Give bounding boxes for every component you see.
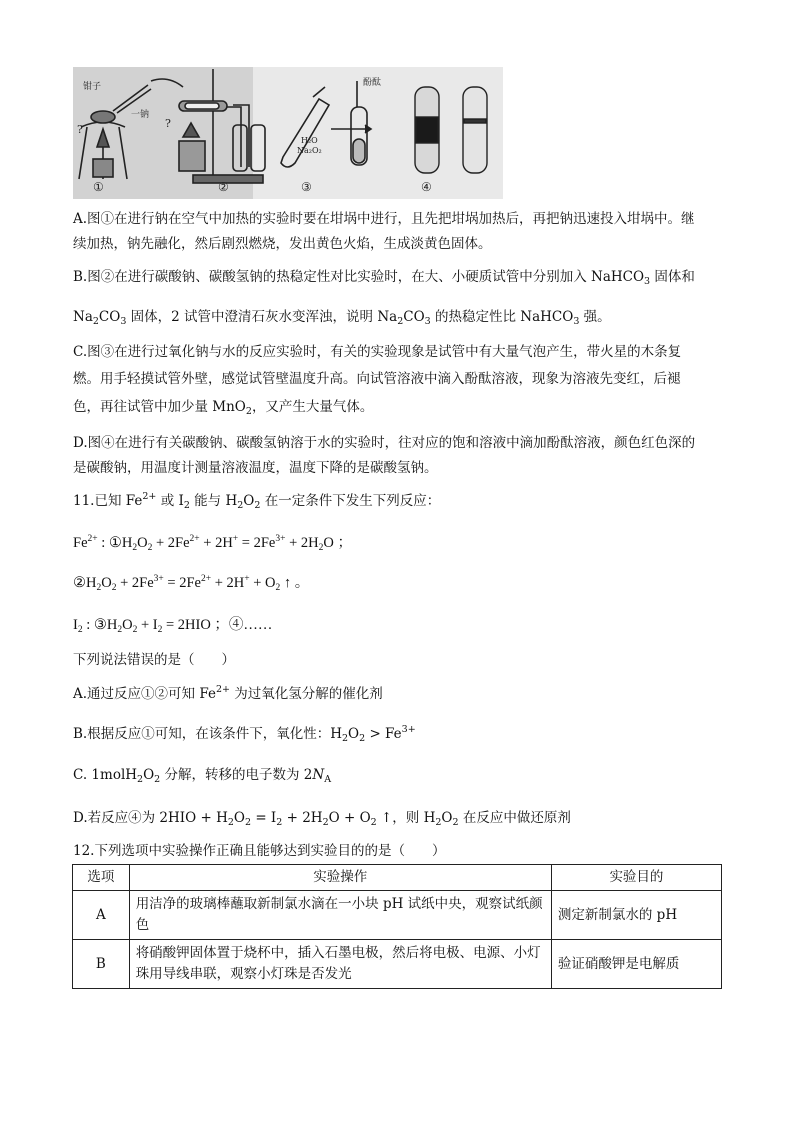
- q11-ask: 下列说法错误的是（ ）: [73, 652, 235, 668]
- header-operation: 实验操作: [129, 865, 551, 891]
- row-b-operation: 将硝酸钾固体置于烧杯中，插入石墨电极，然后将电极、电源、小灯珠用导线串联，观察小灯珠是否发光: [129, 940, 551, 989]
- q11-option-b: B.根据反应①可知，在该条件下，氧化性：$H_2O_2 > Fe^{3+}$: [73, 724, 416, 744]
- label-q2: ?: [165, 117, 171, 130]
- label-sodium: 一钠: [131, 110, 150, 120]
- q10-option-a-line2: 续加热，钠先融化，然后剧烈燃烧，发出黄色火焰，生成淡黄色固体。: [73, 236, 492, 252]
- q11-stem: 11.已知 $Fe^{2+}$ 或 $I_2$ 能与 $H_2O_2$ 在一定条件下发生下列反应：: [73, 491, 441, 511]
- table-row: [73, 940, 722, 989]
- q11-option-a: A.通过反应①②可知 $Fe^{2+}$ 为过氧化氢分解的催化剂: [73, 684, 383, 702]
- q11-equation-2: $②H_2O_2 + 2Fe^{3+} = 2Fe^{2+} + 2H^+ + O_2$ ↑ 。: [73, 574, 310, 593]
- label-n1: ①: [93, 180, 104, 194]
- header-purpose: 实验目的: [551, 865, 721, 891]
- row-a-purpose: 测定新制氯水的 pH: [551, 891, 721, 940]
- label-tongs: 钳子: [83, 82, 102, 92]
- label-peroxide: Na₂O₂: [297, 146, 322, 155]
- q10-option-d-line2: 是碳酸钠，用温度计测量溶液温度，温度下降的是碳酸氢钠。: [73, 460, 438, 476]
- q10-option-d-line1: D.图④在进行有关碳酸钠、碳酸氢钠溶于水的实验时，往对应的饱和溶液中滴加酚酞溶液，颜色红色深的: [73, 435, 696, 451]
- q10-option-c-line2: 燃。用手轻摸试管外壁，感觉试管壁温度升高。向试管溶液中滴入酚酞溶液，现象为溶液先变红，后褪: [73, 371, 681, 387]
- table-header-row: [73, 865, 722, 891]
- q10-option-c-line1: C.图③在进行过氧化钠与水的反应实验时，有关的实验现象是试管中有大量气泡产生，带火星的木条复: [73, 344, 682, 360]
- label-n2: ②: [218, 180, 229, 194]
- row-b-purpose: 验证硝酸钾是电解质: [551, 940, 721, 989]
- row-a-option: A: [73, 891, 130, 940]
- row-b-option: B: [73, 940, 130, 989]
- q11-equation-1: $Fe^{2+}$ : $①H_2O_2 + 2Fe^{2+} + 2H^+ = 2Fe^{3+} + 2H_2O$ ；: [73, 534, 352, 553]
- label-water: H₂O: [301, 136, 318, 145]
- experiment-figure: [73, 67, 503, 199]
- header-option: 选项: [73, 865, 130, 891]
- q10-option-b-line2: $Na_2CO_3$ 固体，2 试管中澄清石灰水变浑浊，说明 $Na_2CO_3$ 的热稳定性比 NaHCO$_3$ 强。: [73, 309, 611, 327]
- label-phenol: 酚酞: [363, 78, 382, 88]
- q11-option-d: D.若反应④为 $2HIO + H_2O_2 = I_2 + 2H_2O + O_2$ ↑，则 $H_2O_2$ 在反应中做还原剂: [73, 810, 571, 828]
- label-q1: ?: [77, 123, 83, 136]
- q10-option-b-line1: B.图②在进行碳酸钠、碳酸氢钠的热稳定性对比实验时，在大、小硬质试管中分别加入 NaHCO$_3$ 固体和: [73, 269, 695, 287]
- q11-option-c: C. $1molH_2O_2$ 分解，转移的电子数为 $2N_A$: [73, 767, 332, 785]
- q10-option-c-line3: 色，再往试管中加少量 MnO$_2$，又产生大量气体。: [73, 399, 374, 417]
- experiment-table: [72, 864, 722, 989]
- q10-option-a-line1: A.图①在进行钠在空气中加热的实验时要在坩埚中进行，且先把坩埚加热后，再把钠迅速投入坩埚中。继: [73, 211, 695, 227]
- q11-equation-3: $I_2$ : $③H_2O_2 + I_2 = 2HIO$ ；④……: [73, 617, 273, 635]
- row-a-operation: 用洁净的玻璃棒蘸取新制氯水滴在一小块 pH 试纸中央，观察试纸颜色: [129, 891, 551, 940]
- table-row: [73, 891, 722, 940]
- apparatus-drawing: [73, 67, 503, 199]
- label-n4: ④: [421, 180, 432, 194]
- q12-stem: 12.下列选项中实验操作正确且能够达到实验目的的是（ ）: [73, 843, 446, 859]
- label-n3: ③: [301, 180, 312, 194]
